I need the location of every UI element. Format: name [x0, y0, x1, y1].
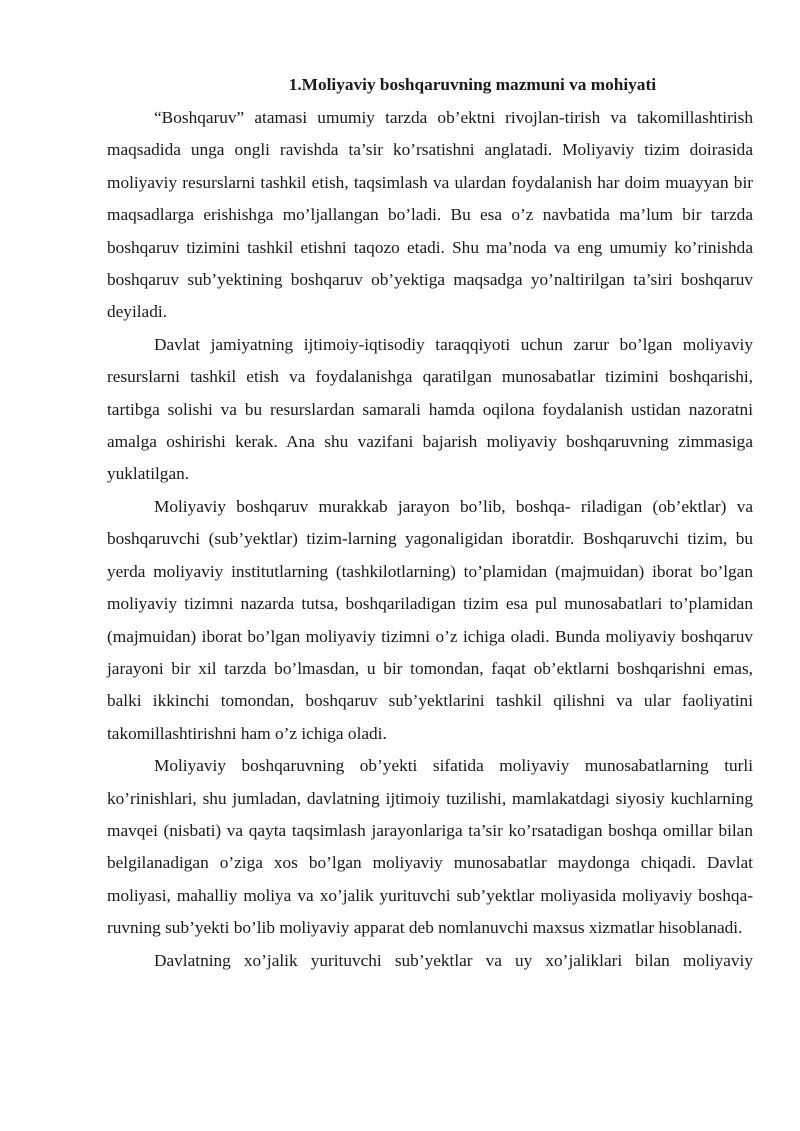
paragraph-2: Davlat jamiyatning ijtimoiy-iqtisodiy taraqqiyoti uchun zarur bo’lgan moliyaviy resurslarni tashkil etish va foydalanishga qaratilgan munosabatlar tizimini boshqarishi, tartibga solishi va bu resurslardan samarali hamda oqilona foydalanish ustidan nazoratni amalga oshirishi kerak. Ana shu vazifani bajarish moliyaviy boshqaruvning zimmasiga yuklatilgan. — [107, 334, 753, 484]
page-title: 1.Moliyaviy boshqaruvning mazmuni va mohiyati — [288, 75, 656, 94]
paragraph-1: “Boshqaruv” atamasi umumiy tarzda ob’ektni rivojlan-tirish va takomillashtirish maqsadida unga ongli ravishda ta’sir ko’rsatishni anglatadi. Moliyaviy tizim doirasida moliyaviy resurslarni tashkil etish, taqsimlash va ulardan foydalanish har doim muayyan bir maqsadlarga erishishga mo’ljallangan bo’ladi. Bu esa o’z navbatida ma’lum bir tarzda boshqaruv tizimini tashkil etishni taqozo etadi. Shu ma’noda va eng umumiy ko’rinishda boshqaruv sub’yektining boshqaruv ob’yektiga maqsadga yo’naltirilgan ta’siri boshqaruv deyiladi. — [107, 108, 753, 322]
paragraph-4: Moliyaviy boshqaruvning ob’yekti sifatida moliyaviy munosabatlarning turli ko’rinishlari, shu jumladan, davlatning ijtimoiy tuzilishi, mamlakatdagi siyosiy kuchlarning mavqei (nisbati) va qayta taqsimlash jarayonlariga ta’sir ko’rsatadigan boshqa omillar bilan belgilanadigan o’ziga xos bo’lgan moliyaviy munosabatlar maydonga chiqadi. Davlat moliyasi, mahalliy moliya va xo’jalik yurituvchi sub’yektlar moliyasida moliyaviy boshqa-ruvning sub’yekti bo’lib moliyaviy apparat deb nomlanuvchi maxsus xizmatlar hisoblanadi. — [107, 756, 753, 938]
paragraph-5: Davlatning xo’jalik yurituvchi sub’yektlar va uy xo’jaliklari bilan moliyaviy — [154, 950, 753, 970]
paragraph-3: Moliyaviy boshqaruv murakkab jarayon bo’lib, boshqa- riladigan (ob’ektlar) va boshqaruvchi (sub’yektlar) tizim-larning yagonaligidan iboratdir. Boshqaruvchi tizim, bu yerda moliyaviy institutlarning (tashkilotlarning) to’plamidan (majmuidan) iborat bo’lgan moliyaviy tizimni nazarda tutsa, boshqariladigan tizim esa pul munosabatlari to’plamidan (majmuidan) iborat bo’lgan moliyaviy tizimni o’z ichiga oladi. Bunda moliyaviy boshqaruv jarayoni bir xil tarzda bo’lmasdan, u bir tomondan, faqat ob’ektlarni boshqarishni emas, balki ikkinchi tomondan, boshqaruv sub’yektlarini tashkil qilishni va ular faoliyatini takomillashtirishni ham o’z ichiga oladi. — [107, 496, 753, 743]
document-page — [107, 70, 753, 977]
